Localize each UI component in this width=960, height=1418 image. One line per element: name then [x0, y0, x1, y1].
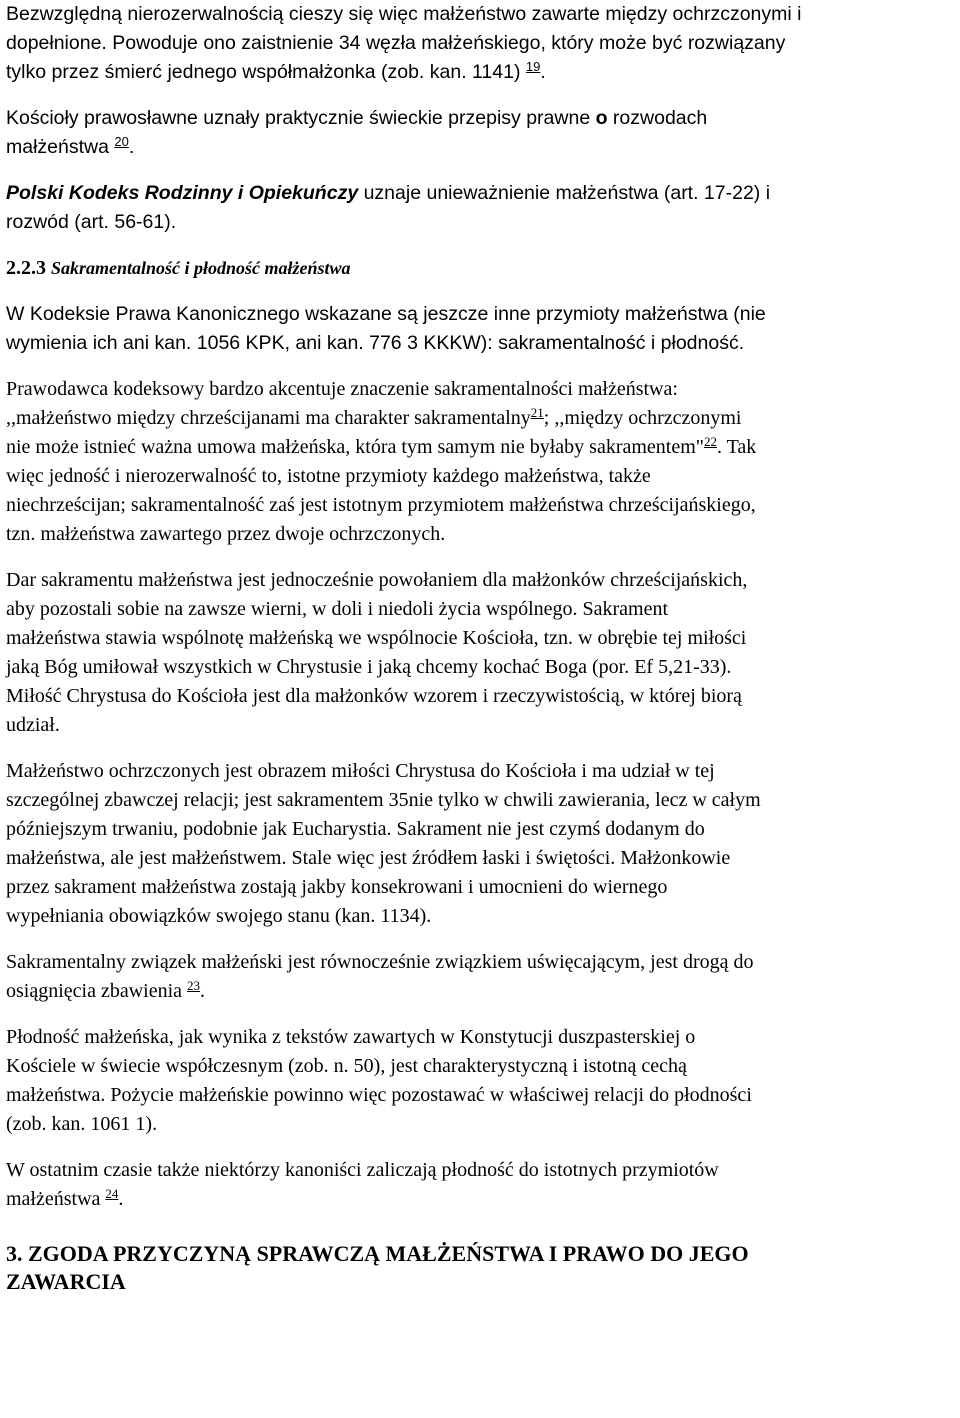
text-line: jaką Bóg umiłował wszystkich w Chrystusie i jaką chcemy kochać Boga (por. Ef 5,21-33).	[6, 656, 732, 678]
text-line: Miłość Chrystusa do Kościoła jest dla małżonków wzorem i rzeczywistością, w której biorą	[6, 685, 742, 707]
text-line: późniejszym trwaniu, podobnie jak Eucharystia. Sakrament nie jest czymś dodanym do	[6, 818, 705, 840]
text-line: dopełnione. Powoduje ono zaistnienie 34 węzła małżeńskiego, który może być rozwiązany	[6, 32, 786, 54]
code-title: Polski Kodeks Rodzinny i Opiekuńczy	[6, 182, 359, 204]
text-line: wypełniania obowiązków swojego stanu (kan. 1134).	[6, 905, 432, 927]
text-line: Bezwzględną nierozerwalnością cieszy się więc małżeństwo zawarte między ochrzczonymi i	[6, 3, 802, 25]
text-line: małżeństwa. Pożycie małżeńskie powinno więc pozostawać w właściwej relacji do płodności	[6, 1084, 752, 1106]
text-line: tzn. małżeństwa zawartego przez dwoje ochrzczonych.	[6, 523, 446, 545]
paragraph-canon-law	[6, 300, 954, 358]
text-line: więc jedność i nierozerwalność to, istotne przymioty każdego małżeństwa, także	[6, 465, 651, 487]
text-line: udział.	[6, 714, 60, 736]
text-line: przez sakrament małżeństwa zostają jakby konsekrowani i umocnieni do wiernego	[6, 876, 668, 898]
paragraph-canonists	[6, 1156, 954, 1214]
text-line: .	[540, 61, 546, 83]
text-line: Płodność małżeńska, jak wynika z tekstów zawartych w Konstytucji duszpasterskiej o	[6, 1026, 696, 1048]
footnote-link-22[interactable]: 22	[703, 434, 717, 449]
section-heading-2-2-3	[6, 254, 954, 283]
text-line: uznaje unieważnienie małżeństwa (art. 17-22) i	[358, 182, 771, 204]
text-line: rozwód (art. 56-61).	[6, 211, 177, 233]
text-line: . Tak	[716, 436, 757, 458]
text-line: W Kodeksie Prawa Kanonicznego wskazane są jeszcze inne przymioty małżeństwa (nie	[6, 303, 766, 325]
text-line: .	[200, 980, 206, 1002]
text-line: szczególnej zbawczej relacji; jest sakramentem 35nie tylko w chwili zawierania, lecz w całym	[6, 789, 761, 811]
chapter-heading-3	[6, 1240, 954, 1296]
text-line: (zob. kan. 1061 1).	[6, 1113, 158, 1135]
text-line: tylko przez śmierć jednego współmałżonka (zob. kan. 1141)	[6, 61, 526, 83]
text-line: małżeństwa, ale jest małżeństwem. Stale więc jest źródłem łaski i świętości. Małżonkowie	[6, 847, 731, 869]
text-line: Kościoły prawosławne uznały praktycznie świeckie przepisy prawne	[6, 107, 596, 129]
paragraph-gift-of-sacrament	[6, 566, 954, 740]
paragraph-image-of-love	[6, 757, 954, 931]
footnote-link-23[interactable]: 23	[187, 978, 201, 993]
paragraph-polish-code	[6, 179, 954, 237]
footnote-link-21[interactable]: 21	[530, 405, 544, 420]
text-line: wymienia ich ani kan. 1056 KPK, ani kan. 776 3 KKKW): sakramentalność i płodność.	[6, 332, 745, 354]
text-line: osiągnięcia zbawienia	[6, 980, 188, 1002]
text-line: nie może istnieć ważna umowa małżeńska, która tym samym nie byłaby sakramentem"	[6, 436, 704, 458]
heading-line: 3. ZGODA PRZYCZYNĄ SPRAWCZĄ MAŁŻEŃSTWA I PRAWO DO JEGO	[6, 1241, 749, 1266]
text-line: rozwodach	[607, 107, 708, 129]
text-line: Dar sakramentu małżeństwa jest jednocześnie powołaniem dla małżonków chrześcijańskich,	[6, 569, 748, 591]
paragraph-sacramentality	[6, 375, 954, 549]
text-line: ,,małżeństwo między chrześcijanami ma charakter sakramentalny	[6, 407, 531, 429]
bold-word: o	[595, 107, 608, 129]
heading-line: ZAWARCIA	[6, 1269, 126, 1294]
paragraph-indissolubility	[6, 0, 954, 87]
text-line: Prawodawca kodeksowy bardzo akcentuje znaczenie sakramentalności małżeństwa:	[6, 378, 678, 400]
text-line: małżeństwa	[6, 136, 115, 158]
footnote-link-19[interactable]: 19	[525, 59, 541, 74]
section-number: 2.2.3	[6, 257, 51, 279]
text-line: aby pozostali sobie na zawsze wierni, w doli i niedoli życia wspólnego. Sakrament	[6, 598, 669, 620]
footnote-link-20[interactable]: 20	[114, 134, 129, 149]
text-line: niechrześcijan; sakramentalność zaś jest istotnym przymiotem małżeństwa chrześcijańskiego,	[6, 494, 756, 516]
text-line: .	[118, 1188, 124, 1210]
footnote-link-24[interactable]: 24	[105, 1186, 119, 1201]
paragraph-orthodox	[6, 104, 954, 162]
text-line: Kościele w świecie współczesnym (zob. n. 50), jest charakterystyczną i istotną cechą	[6, 1055, 687, 1077]
text-line: Małżeństwo ochrzczonych jest obrazem miłości Chrystusa do Kościoła i ma udział w tej	[6, 760, 715, 782]
text-line: małżeństwa stawia wspólnotę małżeńską we wspólnocie Kościoła, tzn. w obrębie tej miłości	[6, 627, 747, 649]
paragraph-fertility	[6, 1023, 954, 1139]
text-line: ; ,,między ochrzczonymi	[543, 407, 742, 429]
section-title: Sakramentalność i płodność małżeństwa	[51, 258, 351, 278]
text-line: W ostatnim czasie także niektórzy kanoniści zaliczają płodność do istotnych przymiotów	[6, 1159, 719, 1181]
paragraph-sanctifying-bond	[6, 948, 954, 1006]
text-line: .	[128, 136, 135, 158]
text-line: Sakramentalny związek małżeński jest równocześnie związkiem uświęcającym, jest drogą do	[6, 951, 754, 973]
text-line: małżeństwa	[6, 1188, 106, 1210]
